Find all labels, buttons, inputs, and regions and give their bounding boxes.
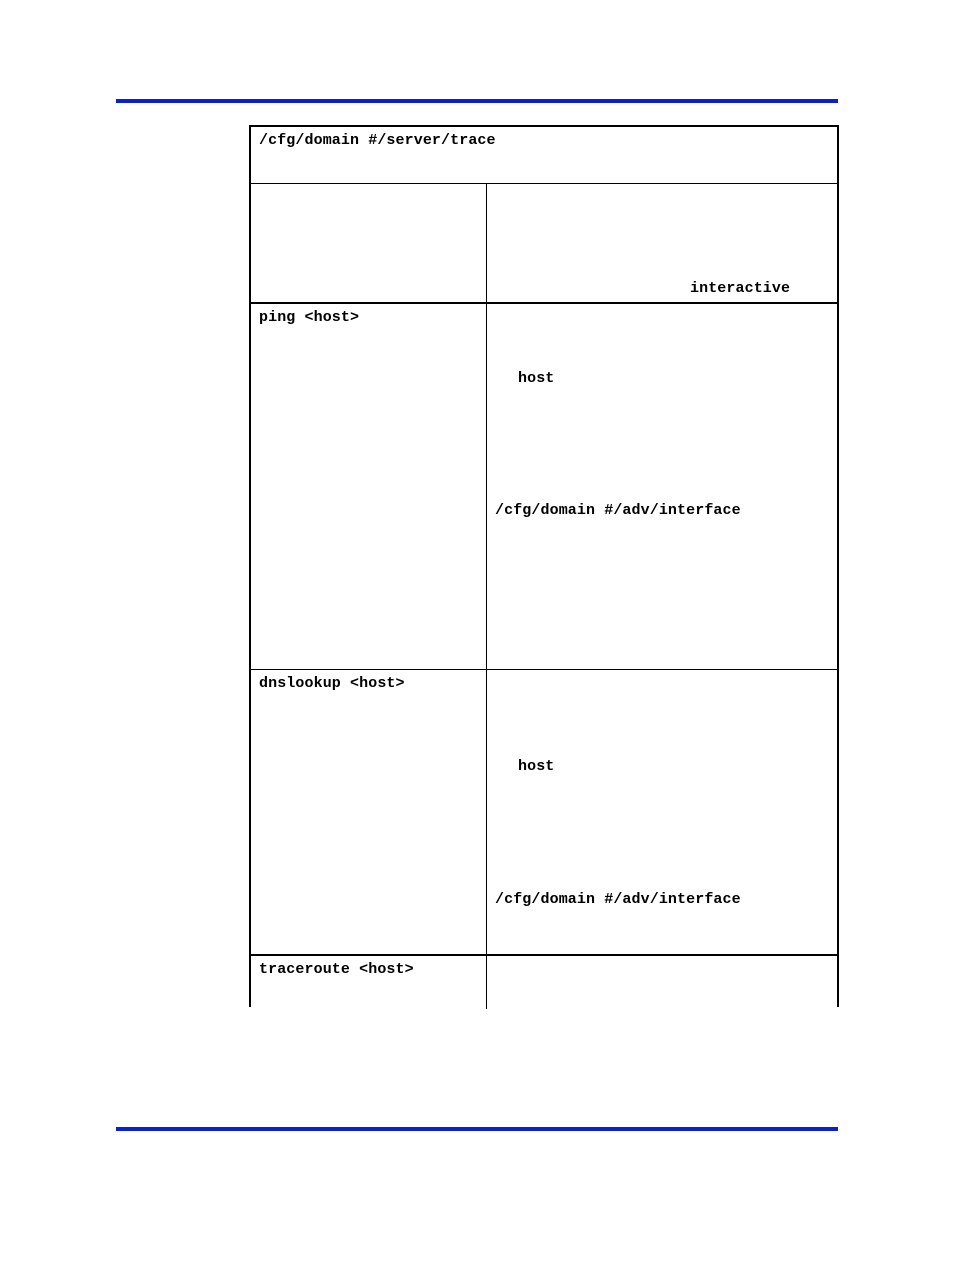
intro-divider <box>251 302 837 304</box>
ping-host-param: host <box>518 370 555 387</box>
row-divider-1 <box>251 669 837 670</box>
header-rule <box>116 99 838 103</box>
dnslookup-interface-path: /cfg/domain #/adv/interface <box>495 891 741 908</box>
command-dnslookup: dnslookup <host> <box>259 675 405 692</box>
table-header-title: /cfg/domain #/server/trace <box>259 132 496 149</box>
intro-keyword: interactive <box>690 280 791 297</box>
command-traceroute: traceroute <host> <box>259 961 414 978</box>
command-ping: ping <host> <box>259 309 360 326</box>
column-divider <box>486 184 487 1009</box>
row-divider-2 <box>251 954 837 956</box>
header-divider <box>251 183 837 184</box>
dnslookup-host-param: host <box>518 758 555 775</box>
footer-rule <box>116 1127 838 1131</box>
command-table <box>249 125 839 1007</box>
ping-interface-path: /cfg/domain #/adv/interface <box>495 502 741 519</box>
